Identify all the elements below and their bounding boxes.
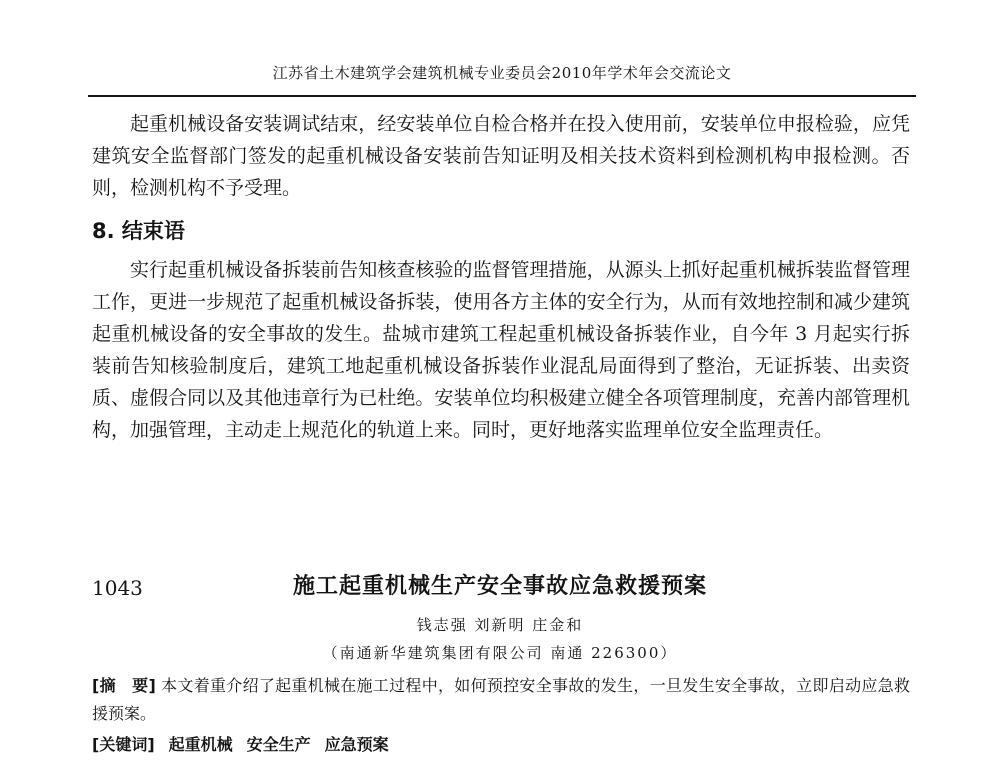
- keyword-item: 应急预案: [324, 735, 389, 754]
- abstract: [92, 672, 910, 728]
- header-rule: [88, 95, 916, 97]
- keyword-item: 安全生产: [246, 735, 311, 754]
- keyword-item: 起重机械: [168, 735, 233, 754]
- article-number: 1043: [92, 576, 143, 600]
- running-header: 江苏省土木建筑学会建筑机械专业委员会2010年学术年会交流论文: [272, 64, 732, 82]
- keywords: [92, 732, 910, 758]
- abstract-label: [摘 要]: [92, 676, 156, 695]
- article-affiliation: （南通新华建筑集团有限公司 南通 226300）: [322, 644, 678, 662]
- article-title: 施工起重机械生产安全事故应急救援预案: [292, 574, 707, 599]
- keywords-label: [关键词]: [92, 735, 155, 754]
- section-heading: 8. 结束语: [92, 219, 185, 243]
- body-paragraph-1: 起重机械设备安装调试结束，经安装单位自检合格并在投入使用前，安装单位申报检验，应凭建筑安全监督部门签发的起重机械设备安装前告知证明及相关技术资料到检测机构申报检测。否则，检测机构不予受理。: [92, 113, 910, 199]
- body-paragraph-2: 实行起重机械设备拆装前告知核查核验的监督管理措施，从源头上抓好起重机械拆装监督管理工作，更进一步规范了起重机械设备拆装，使用各方主体的安全行为，从而有效地控制和减少建筑起重机械设备的安全事故的发生。盐城市建筑工程起重机械设备拆装作业，自今年 3 月起实行拆装前告知核验制度后，建筑工地起重机械设备拆装作业混乱局面得到了整治，无证拆装、出卖资质、虚假合同以及其他违章行为已杜绝。安装单位均积极建立健全各项管理制度，充善内部管理机构，加强管理，主动走上规范化的轨道上来。同时，更好地落实监理单位安全监理责任。: [92, 259, 910, 441]
- article-authors: 钱志强 刘新明 庄金和: [416, 616, 584, 634]
- abstract-text: 本文着重介绍了起重机械在施工过程中，如何预控安全事故的发生，一旦发生安全事故，立即启动应急救援预案。: [92, 676, 910, 723]
